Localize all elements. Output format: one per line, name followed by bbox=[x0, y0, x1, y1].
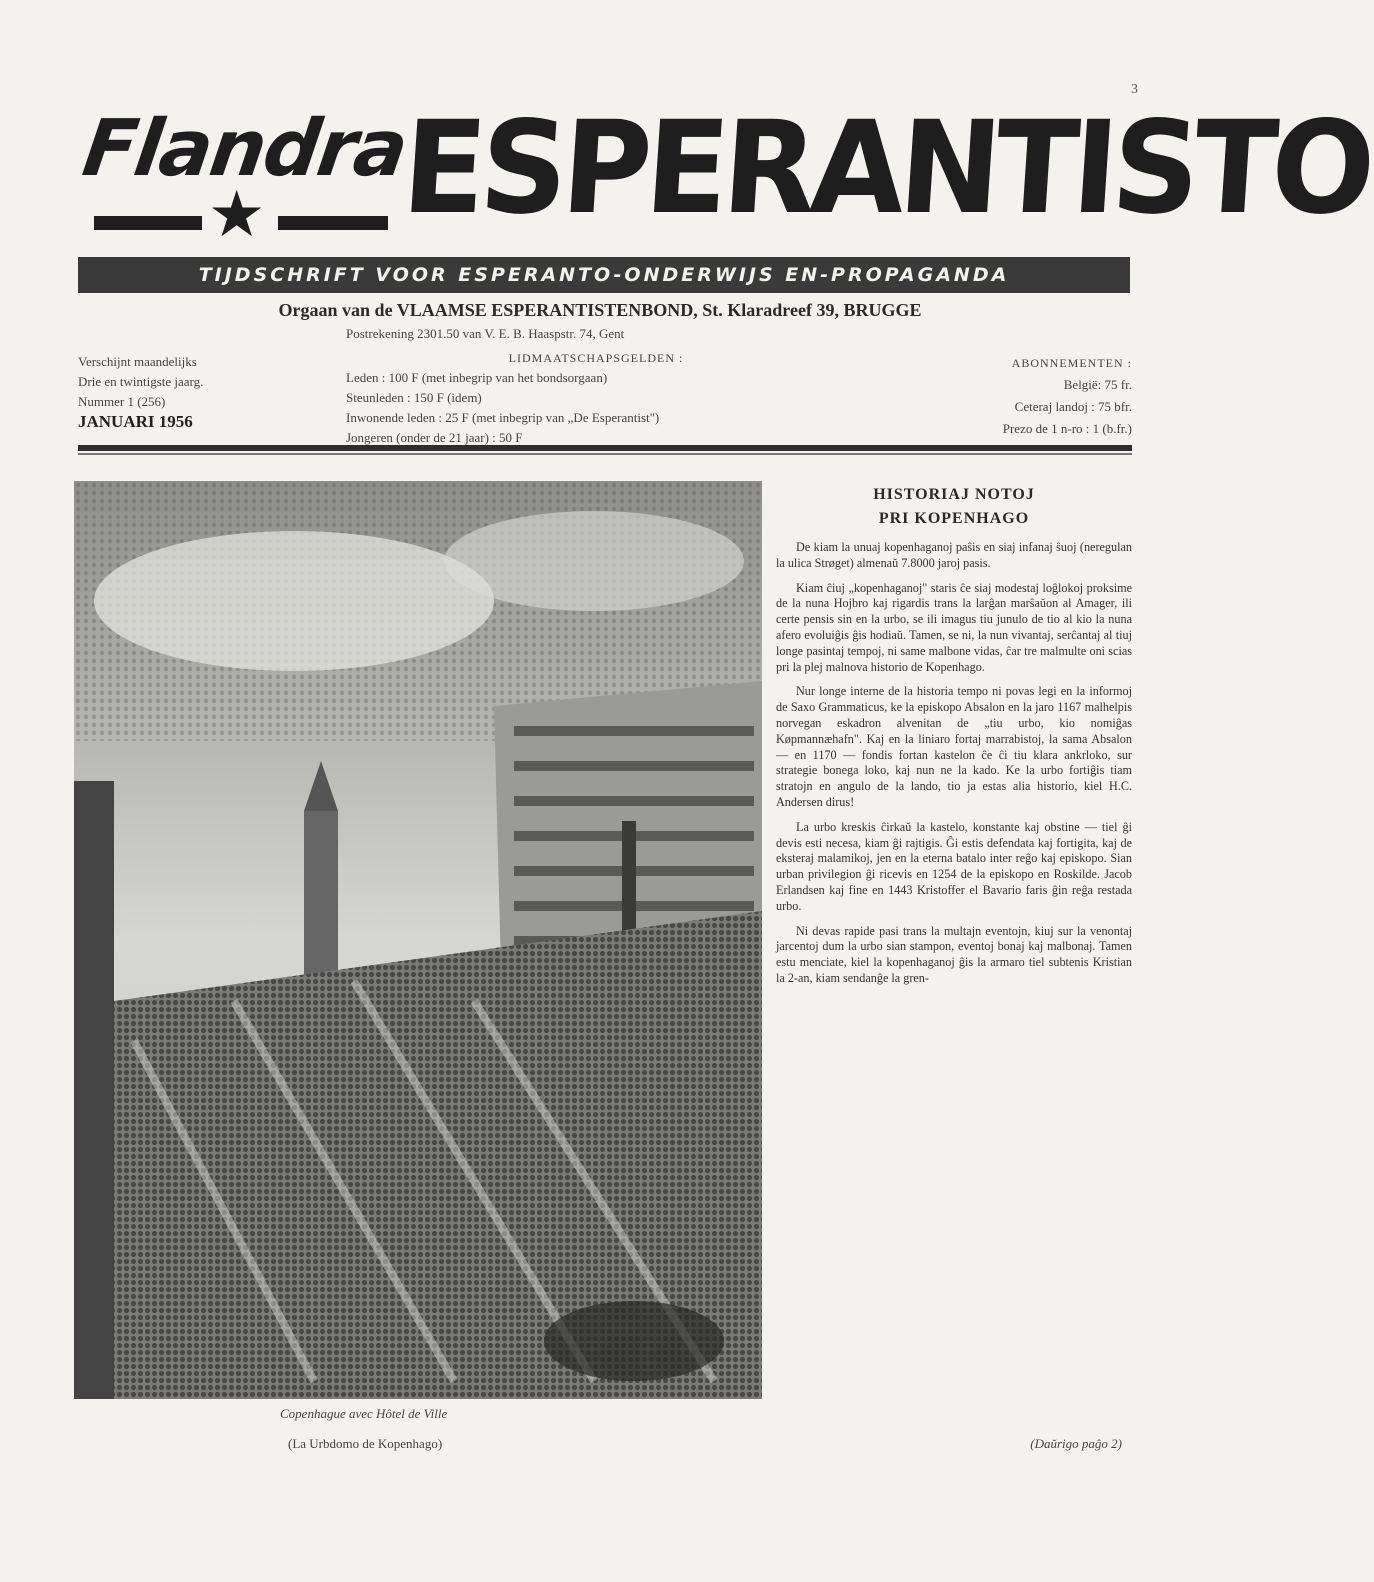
article-paragraph: La urbo kreskis ĉirkaŭ la kastelo, konstante kaj obstine — tiel ĝi devis esti necesa, kiam ĝi rajtigis. Ĝi estis defendata kaj fortigita, kaj de eksteraj malamikoj, jen en la eterna batalo inter reĝo kaj episkopo. Sian urban privilegion ĝi ricevis en 1254 de la episkopo en Roskilde. Jacob Erlandsen kaj fine en 1443 Kristoffer el Bavario faris ĝin reĝa restada urbo. bbox=[776, 819, 1132, 913]
logo-bar-left bbox=[94, 216, 202, 230]
header-rule-thin bbox=[78, 453, 1132, 455]
page-number: 3 bbox=[1131, 82, 1138, 97]
issue-year: Drie en twintigste jaarg. bbox=[78, 374, 204, 389]
city-photo-drawing bbox=[74, 481, 762, 1399]
membership-line: Steunleden : 150 F (idem) bbox=[346, 390, 482, 405]
article-paragraph: Kiam ĉiuj „kopenhaganoj" staris ĉe siaj modestaj loĝlokoj proksime de la nuna Hojbro kaj rigardis trans la larĝan marŝaŭon al Amager, ili certe pensis sin en la urbo, se ili imagus tiu junulo de tio al kio la nuna afero evoluiĝis ĝis hodiaŭ. Tamen, se ni, la nun vivantaj, serĉantaj al tiuj longe pasintaj tempoj, ni same malbone vidas, ĉar tre malmulte oni scias pri la plej malnova historio de Kopenhago. bbox=[776, 580, 1132, 674]
membership-heading: LIDMAATSCHAPSGELDEN : bbox=[508, 351, 684, 365]
masthead bbox=[77, 94, 1374, 252]
article-paragraph: Nur longe interne de la historia tempo ni povas legi en la informoj de Saxo Grammaticus, ke la episkopo Absalon en la jaro 1167 malhelpis norvegan eskadron alvenitan de „tiu urbo, kio nomiĝas Køpmannæhafn". Kaj en la liniaro fortaj marrabistoj, la sama Absalon — en 1170 — fondis fortan kastelon ĉe ĉi tiu klara ankrloko, sur strategie bonega loko, kaj nun ne la kado. Ke la urbo fortiĝis tiam stratojn en angulo de la lando, tio ja estas alia historio, kiel H.C. Andersen dirus! bbox=[776, 684, 1132, 809]
organ-line: Orgaan van de VLAAMSE ESPERANTISTENBOND, St. Klaradreef 39, BRUGGE bbox=[278, 300, 922, 320]
membership-line: Jongeren (onder de 21 jaar) : 50 F bbox=[346, 430, 523, 445]
photo-subcaption: (La Urbdomo de Kopenhago) bbox=[288, 1436, 443, 1451]
membership-line: Leden : 100 F (met inbegrip van het bondsorgaan) bbox=[346, 370, 608, 385]
subscriptions-heading: ABONNEMENTEN : bbox=[1011, 356, 1132, 370]
logo-esperantisto-word: ESPERANTISTO bbox=[398, 94, 1374, 243]
article-title-line: HISTORIAJ NOTOJ bbox=[873, 486, 1035, 503]
photo-caption: Copenhague avec Hôtel de Ville bbox=[280, 1406, 448, 1421]
article-title-line: PRI KOPENHAGO bbox=[878, 510, 1030, 527]
logo-flandra-word: Flandra bbox=[77, 104, 412, 194]
article-paragraph: Ni devas rapide pasi trans la multajn eventojn, kiuj sur la venontaj jarcentoj dum la urbo sian stampon, eventoj bonaj kaj malbonaj. Tamen estu menciate, kiel la kopenhaganoj ĝis la armaro tiel subtenis Kristian la 2-an, kiam sendanĝe la gren- bbox=[776, 923, 1132, 985]
subscription-line: Ceteraj landoj : 75 bfr. bbox=[1014, 399, 1132, 414]
article-body bbox=[776, 540, 1132, 996]
issue-info bbox=[78, 352, 203, 432]
city-photo bbox=[74, 481, 762, 1399]
membership-fees bbox=[346, 348, 846, 448]
header-rule bbox=[78, 445, 1132, 451]
issue-date: JANUARI 1956 bbox=[78, 412, 193, 431]
star-icon: ★ bbox=[208, 178, 266, 252]
article-paragraph: De kiam la unuaj kopenhaganoj paŝis en siaj infanaj ŝuoj (neregulan la ulica Strøget) almenaŭ 7.8000 jaroj pasis. bbox=[776, 540, 1132, 570]
article-title bbox=[774, 483, 1134, 531]
issue-number: Nummer 1 (256) bbox=[78, 394, 166, 409]
logo-bar-right bbox=[278, 216, 388, 230]
subscriptions bbox=[1003, 352, 1132, 440]
continued-note: (Daŭrigo paĝo 2) bbox=[1030, 1436, 1122, 1451]
subscription-line: Prezo de 1 n-ro : 1 (b.fr.) bbox=[1002, 421, 1132, 436]
subscription-line: België: 75 fr. bbox=[1063, 377, 1132, 392]
tagline-banner: TIJDSCHRIFT VOOR ESPERANTO-ONDERWIJS EN-PROPAGANDA bbox=[78, 257, 1130, 293]
issue-frequency: Verschijnt maandelijks bbox=[78, 354, 197, 369]
membership-line: Inwonende leden : 25 F (met inbegrip van „De Esperantist") bbox=[346, 410, 660, 425]
flandra-logo bbox=[77, 100, 412, 252]
postrekening-line: Postrekening 2301.50 van V. E. B. Haaspstr. 74, Gent bbox=[346, 326, 625, 341]
